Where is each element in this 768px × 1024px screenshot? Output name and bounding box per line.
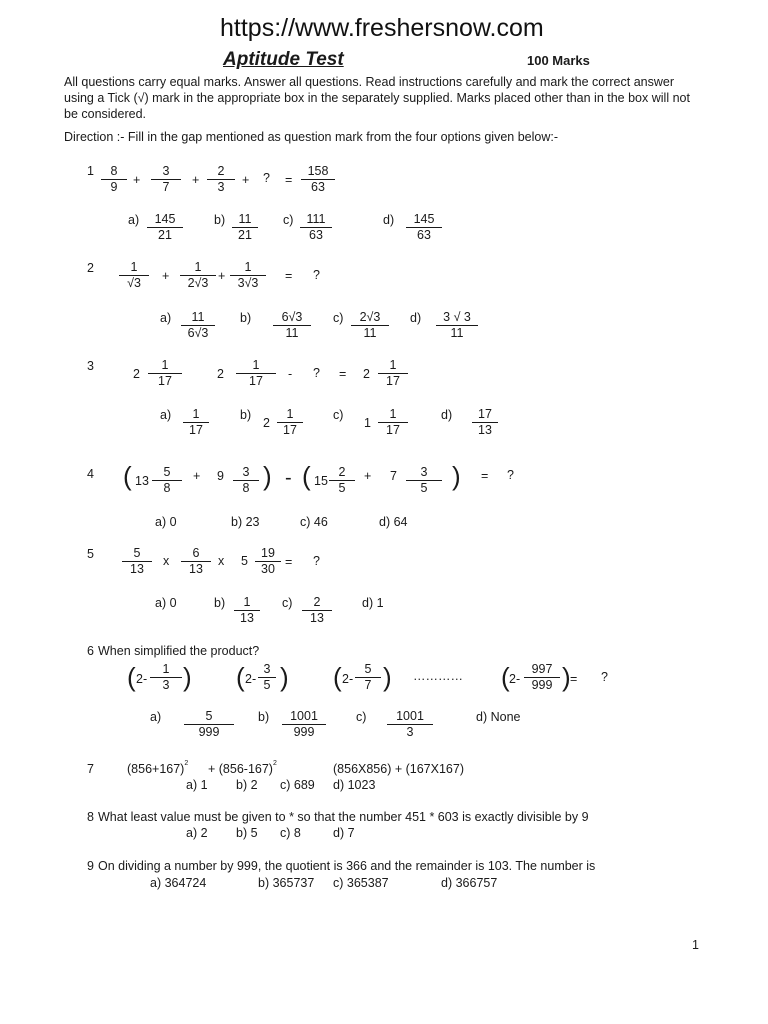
fraction: $\frac{997}{999}$	[524, 662, 560, 693]
question-number: 2	[87, 261, 94, 275]
whole-number: 1	[364, 416, 371, 430]
question-number: 8	[87, 810, 94, 824]
fraction: $\frac{1}{3}$	[150, 662, 182, 693]
fraction: $\frac{3}{5}$	[406, 465, 442, 496]
right-paren: )	[183, 662, 192, 692]
fraction: $\frac{1}{3√3}$	[230, 260, 266, 291]
option-d[interactable]: d) 7	[333, 826, 355, 840]
option-b[interactable]: b) 365737	[258, 876, 315, 890]
question-text: What least value must be given to * so that the number 451 * 603 is exactly divisible by 9	[98, 810, 589, 824]
option-d[interactable]: d) None	[476, 710, 521, 724]
option-d[interactable]: $\frac{17}{13}$	[472, 407, 498, 438]
right-paren: )	[280, 662, 289, 692]
whole-number: 9	[217, 469, 224, 483]
option-c[interactable]: $\frac{1}{17}$	[378, 407, 408, 438]
option-label[interactable]: b)	[240, 408, 252, 422]
option-d[interactable]: d) 64	[379, 515, 408, 529]
page-number: 1	[692, 938, 699, 952]
question-mark: ?	[313, 268, 320, 282]
instructions-text: All questions carry equal marks. Answer all questions. Read instructions carefully and mark the correct answer using a Tick (√) mark in the appropriate box in the separately supplied. Marks placed other than in the box will not be considered.	[64, 75, 690, 121]
question-mark: ?	[507, 468, 514, 482]
question-number: 1	[87, 164, 94, 178]
right-paren: )	[452, 461, 461, 491]
left-paren: (	[127, 662, 136, 692]
operator: x	[163, 554, 170, 568]
expression: (856X856) + (167X167)	[333, 762, 464, 776]
whole-number: 7	[390, 469, 397, 483]
option-label[interactable]: c)	[333, 408, 344, 422]
right-paren: )	[562, 662, 571, 692]
fraction: $\frac{158}{63}$	[301, 164, 335, 195]
option-b[interactable]: $\frac{1}{13}$	[234, 595, 260, 626]
option-b[interactable]: b) 2	[236, 778, 258, 792]
option-a[interactable]: a) 2	[186, 826, 208, 840]
page-title: Aptitude Test	[223, 49, 344, 70]
question-number: 9	[87, 859, 94, 873]
expression: 2-	[136, 672, 148, 686]
question-text: When simplified the product?	[98, 644, 260, 658]
left-paren: (	[501, 662, 510, 692]
option-label[interactable]: a)	[128, 213, 140, 227]
option-d[interactable]: d) 366757	[441, 876, 498, 890]
option-label[interactable]: b)	[214, 213, 226, 227]
option-d[interactable]: d) 1	[362, 596, 384, 610]
fraction: $\frac{1}{17}$	[148, 358, 182, 389]
question-number: 7	[87, 762, 94, 776]
expression: 2-	[509, 672, 521, 686]
question-number: 3	[87, 359, 94, 373]
equals-sign: =	[285, 269, 293, 283]
operator: +	[193, 469, 201, 483]
equals-sign: =	[285, 555, 293, 569]
question-number: 4	[87, 467, 94, 481]
option-label[interactable]: d)	[441, 408, 453, 422]
fraction: $\frac{5}{13}$	[122, 546, 152, 577]
question-mark: ?	[601, 670, 608, 684]
equals-sign: =	[570, 672, 578, 686]
question-mark: ?	[313, 366, 320, 380]
option-a[interactable]: a) 364724	[150, 876, 207, 890]
equals-sign: =	[285, 173, 293, 187]
ellipsis: …………	[413, 669, 463, 683]
option-label[interactable]: a)	[160, 311, 172, 325]
right-paren: )	[383, 662, 392, 692]
option-c[interactable]: c) 8	[280, 826, 301, 840]
fraction: $\frac{1}{17}$	[378, 358, 408, 389]
option-d[interactable]: $\frac{145}{63}$	[406, 212, 442, 243]
equals-sign: =	[339, 367, 347, 381]
option-b[interactable]: $\frac{1001}{999}$	[282, 709, 326, 740]
operator: +	[364, 469, 372, 483]
option-a[interactable]: a) 0	[155, 515, 177, 529]
fraction: $\frac{6}{13}$	[181, 546, 211, 577]
whole-number: 2	[263, 416, 270, 430]
left-paren: (	[123, 461, 132, 491]
left-paren: (	[302, 461, 311, 491]
direction-text: Direction :- Fill in the gap mentioned as question mark from the four options given below:-	[64, 130, 558, 144]
right-paren: )	[263, 461, 272, 491]
source-url: https://www.freshersnow.com	[220, 14, 544, 42]
option-label[interactable]: d)	[410, 311, 422, 325]
question-mark: ?	[263, 171, 270, 185]
total-marks: 100 Marks	[527, 53, 590, 68]
option-d[interactable]: d) 1023	[333, 778, 376, 792]
option-label[interactable]: b)	[258, 710, 270, 724]
option-a[interactable]: a) 1	[186, 778, 208, 792]
fraction: $\frac{3}{5}$	[258, 662, 276, 693]
fraction: $\frac{3}{7}$	[151, 164, 181, 195]
option-label[interactable]: a)	[150, 710, 162, 724]
fraction: $\frac{5}{8}$	[152, 465, 182, 496]
option-c[interactable]: c) 365387	[333, 876, 389, 890]
option-a[interactable]: a) 0	[155, 596, 177, 610]
option-a[interactable]: $\frac{1}{17}$	[183, 407, 209, 438]
fraction: $\frac{5}{7}$	[355, 662, 381, 693]
fraction: $\frac{2}{5}$	[329, 465, 355, 496]
option-b[interactable]: b) 23	[231, 515, 260, 529]
whole-number: 15	[314, 474, 328, 488]
expression: 2-	[245, 672, 257, 686]
left-paren: (	[236, 662, 245, 692]
left-paren: (	[333, 662, 342, 692]
operator: +	[192, 173, 200, 187]
option-label[interactable]: b)	[240, 311, 252, 325]
fraction: $\frac{1}{√3}$	[119, 260, 149, 291]
option-label[interactable]: c)	[356, 710, 367, 724]
question-number: 6	[87, 644, 94, 658]
option-b[interactable]: $\frac{1}{17}$	[277, 407, 303, 438]
fraction: $\frac{2}{3}$	[207, 164, 235, 195]
operator: -	[285, 467, 292, 489]
option-c[interactable]: $\frac{1001}{3}$	[387, 709, 433, 740]
option-a[interactable]: $\frac{5}{999}$	[184, 709, 234, 740]
option-c[interactable]: $\frac{2}{13}$	[302, 595, 332, 626]
expression: 2-	[342, 672, 354, 686]
option-a[interactable]: $\frac{11}{6√3}$	[181, 310, 215, 341]
expression: $(856+167)^2$	[127, 760, 189, 776]
option-label[interactable]: d)	[383, 213, 395, 227]
operator: +	[162, 269, 170, 283]
option-c[interactable]: $\frac{2√3}{11}$	[351, 310, 389, 341]
operator: -	[288, 367, 293, 381]
question-number: 5	[87, 547, 94, 561]
fraction: $\frac{19}{30}$	[255, 546, 281, 577]
whole-number: 2	[363, 367, 370, 381]
option-c[interactable]: $\frac{111}{63}$	[300, 212, 332, 243]
option-a[interactable]: $\frac{145}{21}$	[147, 212, 183, 243]
option-c[interactable]: c) 689	[280, 778, 315, 792]
option-d[interactable]: $\frac{3 √ 3}{11}$	[436, 310, 478, 341]
option-label[interactable]: a)	[160, 408, 172, 422]
operator: +	[242, 173, 250, 187]
question-text: On dividing a number by 999, the quotient is 366 and the remainder is 103. The number is	[98, 859, 596, 873]
option-label[interactable]: c)	[283, 213, 294, 227]
whole-number: 2	[133, 367, 140, 381]
fraction: $\frac{8}{9}$	[101, 164, 127, 195]
operator: x	[218, 554, 225, 568]
whole-number: 5	[241, 554, 248, 568]
option-label[interactable]: c)	[282, 596, 293, 610]
fraction: $\frac{3}{8}$	[233, 465, 259, 496]
fraction: $\frac{1}{17}$	[236, 358, 276, 389]
whole-number: 13	[135, 474, 149, 488]
option-label[interactable]: c)	[333, 311, 344, 325]
option-b[interactable]: $\frac{11}{21}$	[232, 212, 258, 243]
operator: +	[133, 173, 141, 187]
option-label[interactable]: b)	[214, 596, 226, 610]
whole-number: 2	[217, 367, 224, 381]
operator: +	[218, 269, 226, 283]
question-mark: ?	[313, 554, 320, 568]
fraction: $\frac{1}{2√3}$	[180, 260, 216, 291]
option-b[interactable]: $\frac{6√3}{11}$	[273, 310, 311, 341]
option-c[interactable]: c) 46	[300, 515, 328, 529]
equals-sign: =	[481, 469, 489, 483]
expression: + $(856-167)^2$	[208, 760, 277, 776]
option-b[interactable]: b) 5	[236, 826, 258, 840]
